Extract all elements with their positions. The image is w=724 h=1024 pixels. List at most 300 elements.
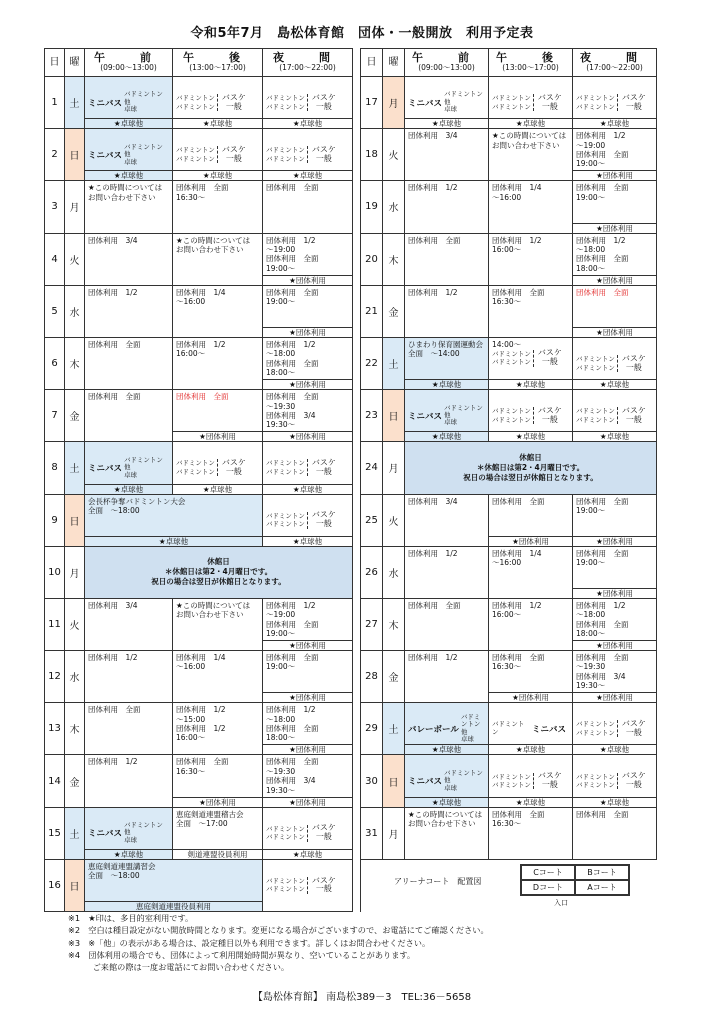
night-slot (573, 285, 657, 337)
am-slot (405, 233, 489, 285)
schedule-row (45, 390, 657, 442)
weekday: 火 (65, 233, 85, 285)
am-slot (405, 181, 489, 233)
night-slot (263, 390, 353, 442)
cell-text: 団体利用 1/2 ～18:00 団体利用 全面 18:00～ (266, 339, 319, 378)
pm-slot (173, 390, 263, 442)
multipurpose-room-note: ★卓球他 (489, 431, 572, 441)
am-slot (85, 859, 263, 911)
court-layout-label: アリーナコート 配置図 (394, 877, 482, 886)
multipurpose-room-note: ★卓球他 (573, 431, 656, 441)
cell-text: 団体利用 3/4 (88, 600, 138, 610)
multipurpose-room-note: ★団体利用 (263, 275, 352, 285)
weekday: 金 (65, 390, 85, 442)
header-row (45, 49, 657, 77)
multipurpose-room-note: ★卓球他 (405, 379, 488, 389)
multipurpose-room-note: ★卓球他 (85, 484, 172, 494)
court-b: Bコート (575, 865, 629, 880)
am-slot (85, 494, 263, 546)
weekday: 月 (65, 181, 85, 233)
multipurpose-room-note: ★団体利用 (573, 640, 656, 650)
cell-text: 団体利用 1/4 ～16:00 (176, 287, 226, 307)
notes (68, 912, 688, 973)
multipurpose-room-note: ★卓球他 (263, 484, 352, 494)
court-c: Cコート (521, 865, 575, 880)
pm-slot (489, 598, 573, 650)
weekday: 日 (65, 129, 85, 181)
badminton-basket-block: バドミントン バドミントン バスケ 一般 (176, 92, 246, 111)
multipurpose-room-note: ★団体利用 (263, 431, 352, 441)
multipurpose-room-note: ★団体利用 (173, 431, 262, 441)
am-slot (405, 494, 489, 546)
cell-text: 団体利用 全面 16:30～ (492, 287, 545, 307)
badminton-basket-block: バドミントン バドミントン バスケ 一般 (492, 771, 562, 790)
cell-text: 団体利用 1/4 ～16:00 (176, 653, 226, 672)
badminton-basket-block: バドミントン バドミントン バスケ 一般 (266, 510, 336, 529)
pm-slot (173, 651, 263, 703)
closed-day-notice: 休館日 ＊休館日は第2・4月曜日です。 祝日の場合は翌日が休館日となります。 (85, 546, 353, 598)
cell-text: 団体利用 1/2 16:00～ (176, 339, 226, 359)
cell-text: 団体利用 1/2 (408, 548, 458, 558)
weekday: 日 (65, 859, 85, 911)
badminton-basket-block: バドミントン バドミントン バスケ 一般 (492, 405, 562, 424)
multipurpose-room-note: ★卓球他 (85, 170, 172, 180)
night-slot (263, 651, 353, 703)
col-day: 日 (45, 49, 65, 77)
night-slot (573, 233, 657, 285)
multipurpose-room-note: ★卓球他 (405, 431, 488, 441)
weekday: 木 (65, 337, 85, 389)
night-slot (263, 859, 353, 911)
cell-text: 団体利用 1/2 (88, 757, 138, 767)
night-slot (573, 181, 657, 233)
weekday: 水 (65, 651, 85, 703)
pm-slot (489, 181, 573, 233)
multipurpose-room-note: ★卓球他 (489, 744, 572, 754)
night-slot (263, 129, 353, 181)
badminton-basket-block: バドミントン バドミントン バスケ 一般 (492, 348, 562, 367)
night-slot (573, 390, 657, 442)
night-slot (573, 651, 657, 703)
pm-slot (173, 442, 263, 494)
weekday: 水 (383, 181, 405, 233)
cell-text: 団体利用 1/2 ～18:00 団体利用 全面 18:00～ (266, 705, 319, 743)
badminton-basket-block: バドミントン バドミントン バスケ 一般 (576, 92, 646, 111)
badminton-basket-block: バドミントン バドミントン バスケ 一般 (576, 405, 646, 424)
am-slot (85, 390, 173, 442)
cell-text: 団体利用 1/2 (88, 287, 138, 297)
cell-text: 団体利用 3/4 (408, 496, 458, 506)
night-slot (263, 337, 353, 389)
pm-slot (489, 285, 573, 337)
cell-text: 団体利用 全面 16:30～ (492, 809, 545, 828)
schedule-row (45, 651, 657, 703)
schedule-row (45, 598, 657, 650)
day-number: 10 (45, 546, 65, 598)
pm-slot (489, 546, 573, 598)
col-pm: 午 後 (13:00～17:00) (173, 49, 263, 77)
day-number: 14 (45, 755, 65, 807)
am-slot (85, 651, 173, 703)
badminton-basket-block: バドミントン バドミントン バスケ 一般 (266, 458, 336, 476)
cell-text: 団体利用 3/4 (88, 235, 138, 245)
night-slot (263, 181, 353, 233)
weekday: 木 (383, 598, 405, 650)
weekday: 金 (65, 755, 85, 807)
night-slot (263, 755, 353, 807)
schedule-row (45, 181, 657, 233)
day-number: 23 (361, 390, 383, 442)
multipurpose-room-note: ★卓球他 (573, 118, 656, 128)
cell-text: 団体利用 1/2 (408, 183, 458, 193)
pm-slot (173, 807, 263, 859)
cell-text: 団体利用 全面 19:00～ (266, 653, 319, 672)
day-number: 3 (45, 181, 65, 233)
am-slot (85, 285, 173, 337)
footer-address: 【島松体育館】 南島松389－3 TEL:36－5658 (252, 992, 472, 1003)
day-number: 26 (361, 546, 383, 598)
multipurpose-room-note: ★卓球他 (173, 118, 262, 128)
am-slot (405, 390, 489, 442)
night-slot (573, 807, 657, 859)
multipurpose-room-note: ★卓球他 (263, 849, 352, 859)
day-number: 19 (361, 181, 383, 233)
night-slot (263, 77, 353, 129)
pm-slot (489, 233, 573, 285)
cell-text: 団体利用 全面 (408, 600, 461, 610)
day-number: 5 (45, 285, 65, 337)
day-number: 25 (361, 494, 383, 546)
pm-slot (173, 181, 263, 233)
cell-text: ひまわり保育園運動会 全面 ～14:00 (408, 339, 483, 359)
cell-text: 団体利用 1/2 ～15:00 団体利用 1/2 16:00～ (176, 705, 226, 743)
day-number: 11 (45, 598, 65, 650)
day-number: 4 (45, 233, 65, 285)
pm-slot (489, 77, 573, 129)
cell-text: 会長杯争奪バドミントン大会 全面 ～18:00 (88, 496, 186, 515)
am-slot (405, 285, 489, 337)
schedule-row (45, 703, 657, 755)
pm-slot (489, 651, 573, 703)
cell-text: 団体利用 1/2 ～18:00 団体利用 全面 18:00～ (576, 600, 629, 638)
col-weekday-2: 曜 (383, 49, 405, 77)
minibasu-block: ミニバス バドミントン他 卓球 (408, 768, 483, 792)
cell-text: 団体利用 全面 (576, 287, 629, 297)
court-map (520, 864, 630, 896)
weekday: 水 (65, 285, 85, 337)
page-title: 令和5年7月 島松体育館 団体・一般開放 利用予定表 (190, 26, 534, 41)
badminton-basket-block: バドミントン バドミントン バスケ 一般 (266, 92, 336, 111)
weekday: 土 (65, 807, 85, 859)
schedule-row (45, 233, 657, 285)
multipurpose-room-note: ★団体利用 (173, 797, 262, 807)
day-number: 22 (361, 337, 383, 389)
badminton-basket-block: バドミントン バドミントン バスケ 一般 (176, 458, 246, 476)
multipurpose-room-note: ★団体利用 (263, 327, 352, 337)
badminton-basket-block: バドミントン バドミントン バスケ 一般 (492, 92, 562, 111)
multipurpose-room-note: ★卓球他 (85, 849, 172, 859)
multipurpose-room-note: ★団体利用 (263, 797, 352, 807)
schedule-row (45, 807, 657, 859)
badminton-basket-block: バドミントン バドミントン バスケ 一般 (266, 875, 336, 894)
pm-slot (489, 129, 573, 181)
cell-text: 団体利用 全面 16:30～ (176, 757, 229, 776)
multipurpose-room-note: ★卓球他 (573, 744, 656, 754)
am-slot (85, 337, 173, 389)
col-am-2: 午 前 (09:00～13:00) (405, 49, 489, 77)
night-slot (263, 703, 353, 755)
am-slot (405, 129, 489, 181)
weekday: 月 (65, 546, 85, 598)
schedule-row (45, 546, 657, 598)
multipurpose-room-note: ★卓球他 (489, 379, 572, 389)
cell-text: 団体利用 全面 (88, 392, 141, 402)
night-slot (573, 598, 657, 650)
am-slot (85, 77, 173, 129)
day-number: 20 (361, 233, 383, 285)
col-night-2: 夜 間 (17:00～22:00) (573, 49, 657, 77)
cell-text: 団体利用 1/2 16:00～ (492, 600, 542, 620)
pm-slot (173, 77, 263, 129)
col-day-2: 日 (361, 49, 383, 77)
multipurpose-room-note: ★卓球他 (573, 797, 656, 807)
multipurpose-room-note: ★卓球他 (405, 797, 488, 807)
court-layout (364, 862, 684, 908)
day-number: 7 (45, 390, 65, 442)
badminton-basket-block: バドミントン バドミントン バスケ 一般 (176, 144, 246, 163)
day-number: 6 (45, 337, 65, 389)
schedule-row (45, 129, 657, 181)
cell-text: 団体利用 3/4 (408, 131, 458, 141)
am-slot (85, 442, 173, 494)
weekday: 金 (383, 285, 405, 337)
multipurpose-room-note: ★卓球他 (85, 118, 172, 128)
day-number: 27 (361, 598, 383, 650)
weekday: 月 (383, 77, 405, 129)
badminton-basket-block: バドミントン バドミントン バスケ 一般 (576, 719, 646, 737)
night-slot (573, 129, 657, 181)
multipurpose-room-note: ★団体利用 (263, 692, 352, 702)
am-slot (405, 546, 489, 598)
multipurpose-room-note: ★卓球他 (263, 170, 352, 180)
weekday: 木 (65, 703, 85, 755)
cell-text: 団体利用 1/2 ～19:00 団体利用 全面 19:00～ (266, 235, 319, 273)
cell-text: 団体利用 全面 19:00～ (576, 183, 629, 202)
am-slot (85, 807, 173, 859)
cell-text: ★この時間については お問い合わせ下さい (176, 235, 251, 254)
multipurpose-room-note: ★卓球他 (405, 744, 488, 754)
note-3: ※3 ※「他」の表示がある場合は、設定種目以外も利用できます。詳しくはお問合わせください。 (68, 937, 431, 948)
cell-text: 団体利用 全面 (492, 496, 545, 506)
pm-slot (173, 755, 263, 807)
pm-slot: バドミントン ミニバス ★卓球他 (489, 703, 573, 755)
day-number: 13 (45, 703, 65, 755)
minibasu-block: ミニバス バドミントン他 卓球 (88, 90, 163, 114)
pm-slot (489, 755, 573, 807)
weekday: 火 (383, 129, 405, 181)
weekday: 火 (383, 494, 405, 546)
pm-slot (173, 703, 263, 755)
multipurpose-room-note: ★団体利用 (573, 223, 656, 233)
closed-day-notice: 休館日 ＊休館日は第2・4月曜日です。 祝日の場合は翌日が休館日となります。 (405, 442, 657, 494)
cell-text: 団体利用 1/4 ～16:00 (492, 183, 542, 202)
day-number: 15 (45, 807, 65, 859)
weekday: 土 (65, 442, 85, 494)
cell-text: 団体利用 全面 19:00～ (576, 548, 629, 568)
cell-text: 団体利用 全面 ～19:30 団体利用 3/4 19:30～ (266, 392, 319, 430)
night-slot (573, 755, 657, 807)
note-4: ※4 団体利用の場合でも、団体によって利用開始時間が異なり、空いていることがあります。 (68, 949, 416, 960)
day-number: 16 (45, 859, 65, 911)
cell-text: 団体利用 全面 ～19:30 団体利用 3/4 19:30～ (576, 653, 629, 691)
cell-text: 団体利用 全面 16:30～ (492, 653, 545, 672)
multipurpose-room-note: ★団体利用 (573, 170, 656, 180)
cell-text: ★この時間については お問い合わせ下さい (492, 131, 567, 150)
cell-text: 団体利用 1/2 ～19:00 団体利用 全面 19:00～ (266, 600, 319, 638)
day-number: 31 (361, 807, 383, 859)
weekday: 月 (383, 807, 405, 859)
cell-text: 恵庭剣道連盟稽古会 全面 ～17:00 (176, 809, 244, 828)
weekday: 日 (65, 494, 85, 546)
cell-text: 団体利用 全面 (576, 809, 629, 819)
court-a: Aコート (575, 880, 629, 895)
am-slot (405, 651, 489, 703)
am-slot (405, 337, 489, 389)
schedule-table (44, 48, 657, 912)
day-number: 12 (45, 651, 65, 703)
am-slot (85, 181, 173, 233)
pm-slot (489, 494, 573, 546)
multipurpose-room-note: ★団体利用 (573, 327, 656, 337)
multipurpose-room-note: ★卓球他 (263, 536, 352, 546)
minibasu-block: バレーボール バドミントン他 卓球 (408, 712, 481, 744)
am-slot (405, 77, 489, 129)
schedule-row (45, 77, 657, 129)
day-number: 1 (45, 77, 65, 129)
night-slot (573, 546, 657, 598)
am-slot (85, 598, 173, 650)
cell-text: 団体利用 1/4 ～16:00 (492, 548, 542, 568)
am-slot (405, 807, 489, 859)
note-2: ※2 空白は種目設定がない開放時間となります。変更になる場合がございますので、お電話にてご確認ください。 (68, 925, 489, 936)
day-number: 24 (361, 442, 383, 494)
minibasu-block: ミニバス バドミントン他 卓球 (88, 821, 163, 844)
pm-slot: 14:00～ バドミントン バドミントン バスケ 一般 ★卓球他 (489, 337, 573, 389)
multipurpose-room-note: ★団体利用 (489, 536, 572, 546)
day-number: 18 (361, 129, 383, 181)
night-slot (573, 494, 657, 546)
schedule-row (45, 494, 657, 546)
weekday: 木 (383, 233, 405, 285)
cell-text: ★この時間については お問い合わせ下さい (88, 183, 163, 202)
schedule-row (45, 442, 657, 494)
day-number: 17 (361, 77, 383, 129)
day-number: 30 (361, 755, 383, 807)
multipurpose-room-note: ★卓球他 (573, 379, 656, 389)
note-5: ご来館の際は一度お電話にてお問い合わせください。 (68, 962, 290, 973)
day-number: 8 (45, 442, 65, 494)
badminton-basket-block: バドミントン バドミントン バスケ 一般 (576, 771, 646, 790)
col-weekday: 曜 (65, 49, 85, 77)
col-night: 夜 間 (17:00～22:00) (263, 49, 353, 77)
multipurpose-room-note: ★団体利用 (489, 692, 572, 702)
day-number: 21 (361, 285, 383, 337)
schedule-row (45, 755, 657, 807)
minibasu-block: ミニバス バドミントン他 卓球 (408, 403, 483, 427)
cell-text: 団体利用 1/2 (408, 653, 458, 663)
badminton-basket-block: バドミントン バドミントン バスケ 一般 (576, 353, 646, 372)
multipurpose-room-note: ★卓球他 (405, 118, 488, 128)
night-slot (573, 703, 657, 755)
pm-slot (489, 390, 573, 442)
minibasu-block: ミニバス バドミントン他 卓球 (88, 142, 163, 166)
weekday: 土 (65, 77, 85, 129)
multipurpose-room-note: ★卓球他 (263, 118, 352, 128)
pm-slot (173, 337, 263, 389)
multipurpose-room-note: ★卓球他 (173, 484, 262, 494)
cell-text: 団体利用 全面 (408, 235, 461, 245)
cell-text: 団体利用 全面 (88, 339, 141, 349)
multipurpose-room-note: ★団体利用 (573, 536, 656, 546)
night-slot (573, 77, 657, 129)
col-am: 午 前 (09:00～13:00) (85, 49, 173, 77)
multipurpose-room-note: ★団体利用 (573, 588, 656, 598)
night-slot (573, 337, 657, 389)
day-number: 28 (361, 651, 383, 703)
multipurpose-room-note: ★団体利用 (263, 640, 352, 650)
weekday: 土 (383, 703, 405, 755)
night-slot (263, 598, 353, 650)
cell-text: 恵庭剣道連盟講習会 全面 ～18:00 (88, 861, 156, 881)
note-1: ※1 ★印は、多目的室利用です。 (68, 913, 194, 923)
cell-text: 団体利用 全面 ～19:30 団体利用 3/4 19:30～ (266, 757, 319, 795)
am-slot (405, 703, 489, 755)
multipurpose-room-note: ★団体利用 (263, 379, 352, 389)
am-slot (85, 703, 173, 755)
cell-text: ★この時間については お問い合わせ下さい (176, 600, 251, 620)
weekday: 日 (383, 390, 405, 442)
weekday: 水 (383, 546, 405, 598)
multipurpose-room-note: 恵庭剣道連盟役員利用 (85, 901, 262, 911)
night-slot (263, 807, 353, 859)
weekday: 月 (383, 442, 405, 494)
night-slot (263, 233, 353, 285)
schedule-row (45, 337, 657, 389)
multipurpose-room-note: ★卓球他 (85, 536, 262, 546)
entrance-label: 入口 (554, 899, 568, 907)
cell-text: 団体利用 1/2 16:00～ (492, 235, 542, 254)
cell-text: ★この時間については お問い合わせ下さい (408, 809, 483, 828)
multipurpose-room-note: ★団体利用 (573, 275, 656, 285)
weekday: 日 (383, 755, 405, 807)
multipurpose-room-note: ★卓球他 (489, 797, 572, 807)
schedule-row (45, 285, 657, 337)
day-number: 29 (361, 703, 383, 755)
am-slot (85, 755, 173, 807)
cell-text: 団体利用 全面 19:00～ (576, 496, 629, 515)
cell-text: 団体利用 1/2 ～19:00 団体利用 全面 19:00～ (576, 131, 629, 169)
night-slot (263, 285, 353, 337)
cell-text: 団体利用 1/2 (88, 653, 138, 663)
pm-slot (173, 233, 263, 285)
cell-text: 団体利用 全面 19:00～ (266, 287, 319, 307)
am-slot (85, 129, 173, 181)
day-number: 2 (45, 129, 65, 181)
am-slot (405, 755, 489, 807)
am-slot (85, 233, 173, 285)
multipurpose-room-note: ★団体利用 (573, 692, 656, 702)
multipurpose-room-note: ★団体利用 (263, 744, 352, 754)
